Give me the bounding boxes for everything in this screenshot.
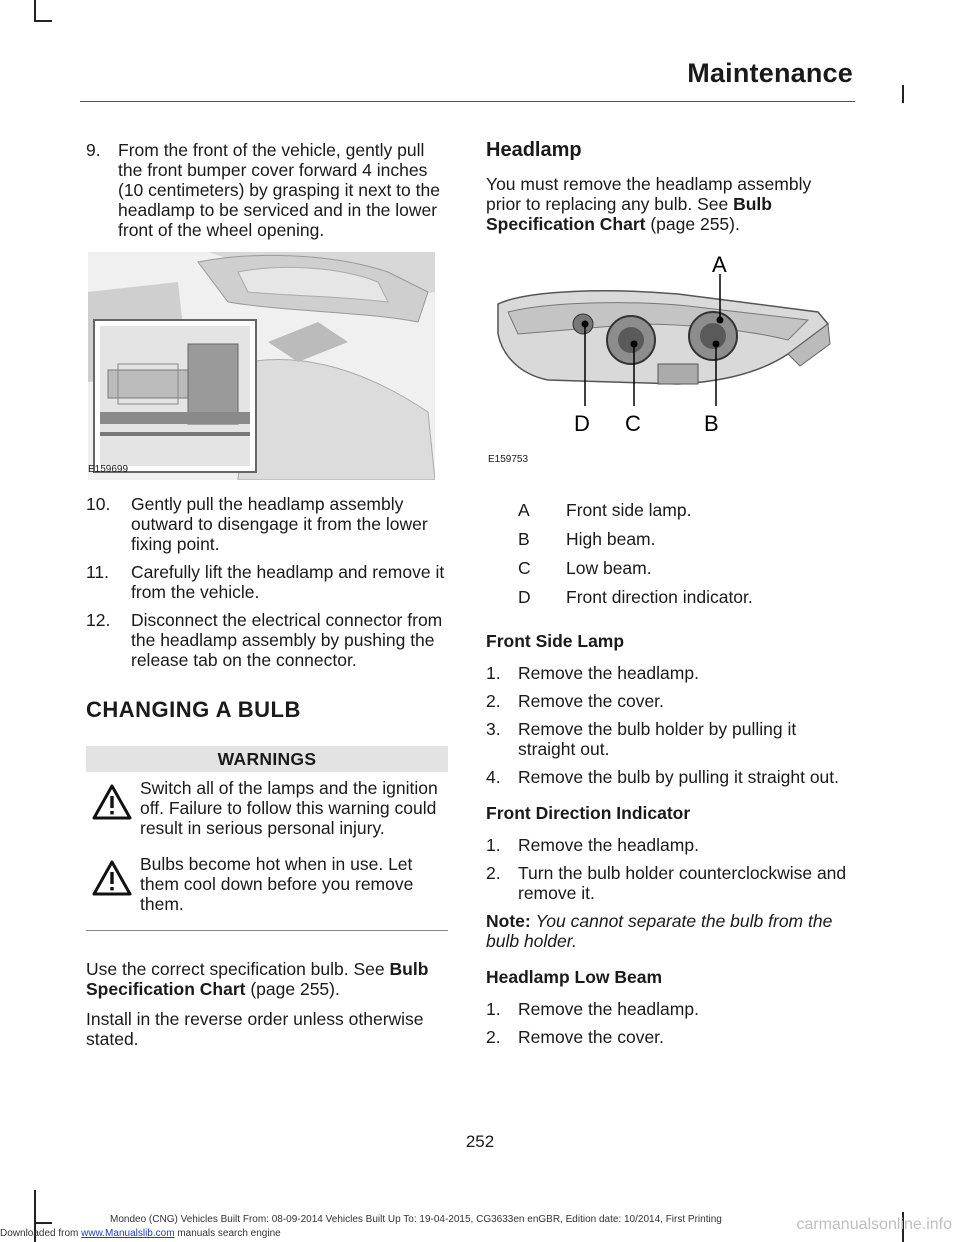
step-number: 2. <box>486 863 501 883</box>
legend-row <box>486 529 851 549</box>
step-number: 1. <box>486 663 501 683</box>
note-text: You cannot separate the bulb from the bulb holder. <box>486 911 833 951</box>
step-item <box>86 494 448 554</box>
step-item <box>486 999 851 1019</box>
legend-value: Low beam. <box>566 558 652 578</box>
note-label: Note: <box>486 911 531 931</box>
crop-mark <box>34 1222 52 1224</box>
footer-edition-text: Mondeo (CNG) Vehicles Built From: 08-09-2014 Vehicles Built Up To: 19-04-2015, CG3633en enGBR, Edition date: 10/2014, First Printing <box>110 1214 722 1225</box>
warning-triangle-icon <box>92 784 132 820</box>
legend-key: C <box>518 558 531 578</box>
step-number: 11. <box>86 562 110 582</box>
step-item <box>86 562 448 602</box>
step-item <box>486 863 851 903</box>
callout-a: A <box>712 254 727 277</box>
step-number: 2. <box>486 691 501 711</box>
step-text: From the front of the vehicle, gently pull the front bumper cover forward 4 inches (10 centimeters) by grasping it next to the headlamp to be serviced and in the lower front of the wheel opening. <box>118 140 440 240</box>
low-beam-title: Headlamp Low Beam <box>486 967 663 987</box>
step-text: Remove the bulb holder by pulling it straight out. <box>518 719 797 759</box>
install-paragraph: Install in the reverse order unless otherwise stated. <box>86 1009 424 1049</box>
front-side-lamp-title: Front Side Lamp <box>486 631 625 651</box>
spec-link[interactable]: Bulb Specification Chart <box>86 959 429 999</box>
spec-page: (page 255). <box>245 979 340 999</box>
front-direction-title: Front Direction Indicator <box>486 803 691 823</box>
step-number: 10. <box>86 494 111 514</box>
step-text: Remove the bulb by pulling it straight out. <box>518 767 840 787</box>
legend-key: B <box>518 529 530 549</box>
step-text: Remove the cover. <box>518 691 664 711</box>
legend-key: D <box>518 587 531 607</box>
warning-text: Bulbs become hot when in use. Let them cool down before you remove them. <box>140 854 414 914</box>
legend-row <box>486 558 851 578</box>
page-number: 252 <box>465 1132 495 1151</box>
warnings-header: WARNINGS <box>86 746 448 772</box>
intro-text: You must remove the headlamp assembly prior to replacing any bulb. See <box>486 174 812 214</box>
spec-paragraph <box>86 959 448 999</box>
footer-link[interactable]: www.Manualslib.com <box>81 1228 175 1239</box>
crop-mark <box>34 20 52 22</box>
warning-text: Switch all of the lamps and the ignition off. Failure to follow this warning could result in serious personal injury. <box>140 778 438 838</box>
step-text: Remove the headlamp. <box>518 835 699 855</box>
headlamp-figure <box>488 254 834 476</box>
step-item <box>486 691 851 711</box>
left-column <box>86 140 448 1059</box>
headlamp-intro <box>486 174 851 234</box>
step-text: Remove the headlamp. <box>518 999 699 1019</box>
headlamp-title: Headlamp <box>486 139 582 161</box>
step-number: 3. <box>486 719 501 739</box>
step-item <box>86 140 448 240</box>
figure-code: E159753 <box>488 454 529 465</box>
warning-item <box>86 854 448 914</box>
callout-c: C <box>625 411 641 436</box>
step-text: Remove the headlamp. <box>518 663 699 683</box>
footer-suffix: manuals search engine <box>174 1228 281 1239</box>
step-text: Carefully lift the headlamp and remove it from the vehicle. <box>131 562 445 602</box>
intro-page: (page 255). <box>645 214 740 234</box>
warnings-divider <box>86 930 448 931</box>
bumper-figure <box>88 252 435 480</box>
footer <box>0 1228 281 1239</box>
step-number: 1. <box>486 999 501 1019</box>
figure-code: E159699 <box>88 464 129 475</box>
step-text: Turn the bulb holder counterclockwise and remove it. <box>518 863 847 903</box>
crop-mark <box>902 85 904 103</box>
footer-prefix: Downloaded from <box>0 1228 82 1239</box>
step-text: Gently pull the headlamp assembly outward to disengage it from the lower fixing point. <box>131 494 428 554</box>
step-number: 1. <box>486 835 501 855</box>
step-item <box>486 663 851 683</box>
crop-mark <box>34 0 36 20</box>
step-item <box>486 835 851 855</box>
legend-row <box>486 500 851 520</box>
warning-item <box>86 778 448 838</box>
step-number: 12. <box>86 610 111 630</box>
legend-key: A <box>518 500 530 520</box>
step-item <box>486 1027 851 1047</box>
step-item <box>486 719 851 759</box>
legend-row <box>486 587 851 607</box>
callout-b: B <box>704 411 719 436</box>
bumper-illustration <box>88 252 435 480</box>
step-number: 4. <box>486 767 501 787</box>
step-number: 9. <box>86 140 101 160</box>
step-text: Remove the cover. <box>518 1027 664 1047</box>
callout-d: D <box>574 411 590 436</box>
headlamp-illustration <box>488 254 834 476</box>
step-number: 2. <box>486 1027 501 1047</box>
legend-value: Front direction indicator. <box>566 587 753 607</box>
legend <box>486 500 851 607</box>
step-text: Disconnect the electrical connector from the headlamp assembly by pushing the release tab on the connector. <box>131 610 443 670</box>
footer-watermark: carmanualsonline.info <box>796 1216 952 1233</box>
page-header-title: Maintenance <box>687 58 853 88</box>
legend-value: Front side lamp. <box>566 500 692 520</box>
step-item <box>486 767 851 787</box>
legend-value: High beam. <box>566 529 656 549</box>
spec-text: Use the correct specification bulb. See <box>86 959 390 979</box>
intro-link[interactable]: Bulb Specification Chart <box>486 194 772 234</box>
header-divider <box>80 101 855 102</box>
right-column <box>486 140 851 1055</box>
step-item <box>86 610 448 670</box>
note-paragraph <box>486 911 851 951</box>
warning-triangle-icon <box>92 860 132 896</box>
section-title: CHANGING A BULB <box>86 697 301 722</box>
